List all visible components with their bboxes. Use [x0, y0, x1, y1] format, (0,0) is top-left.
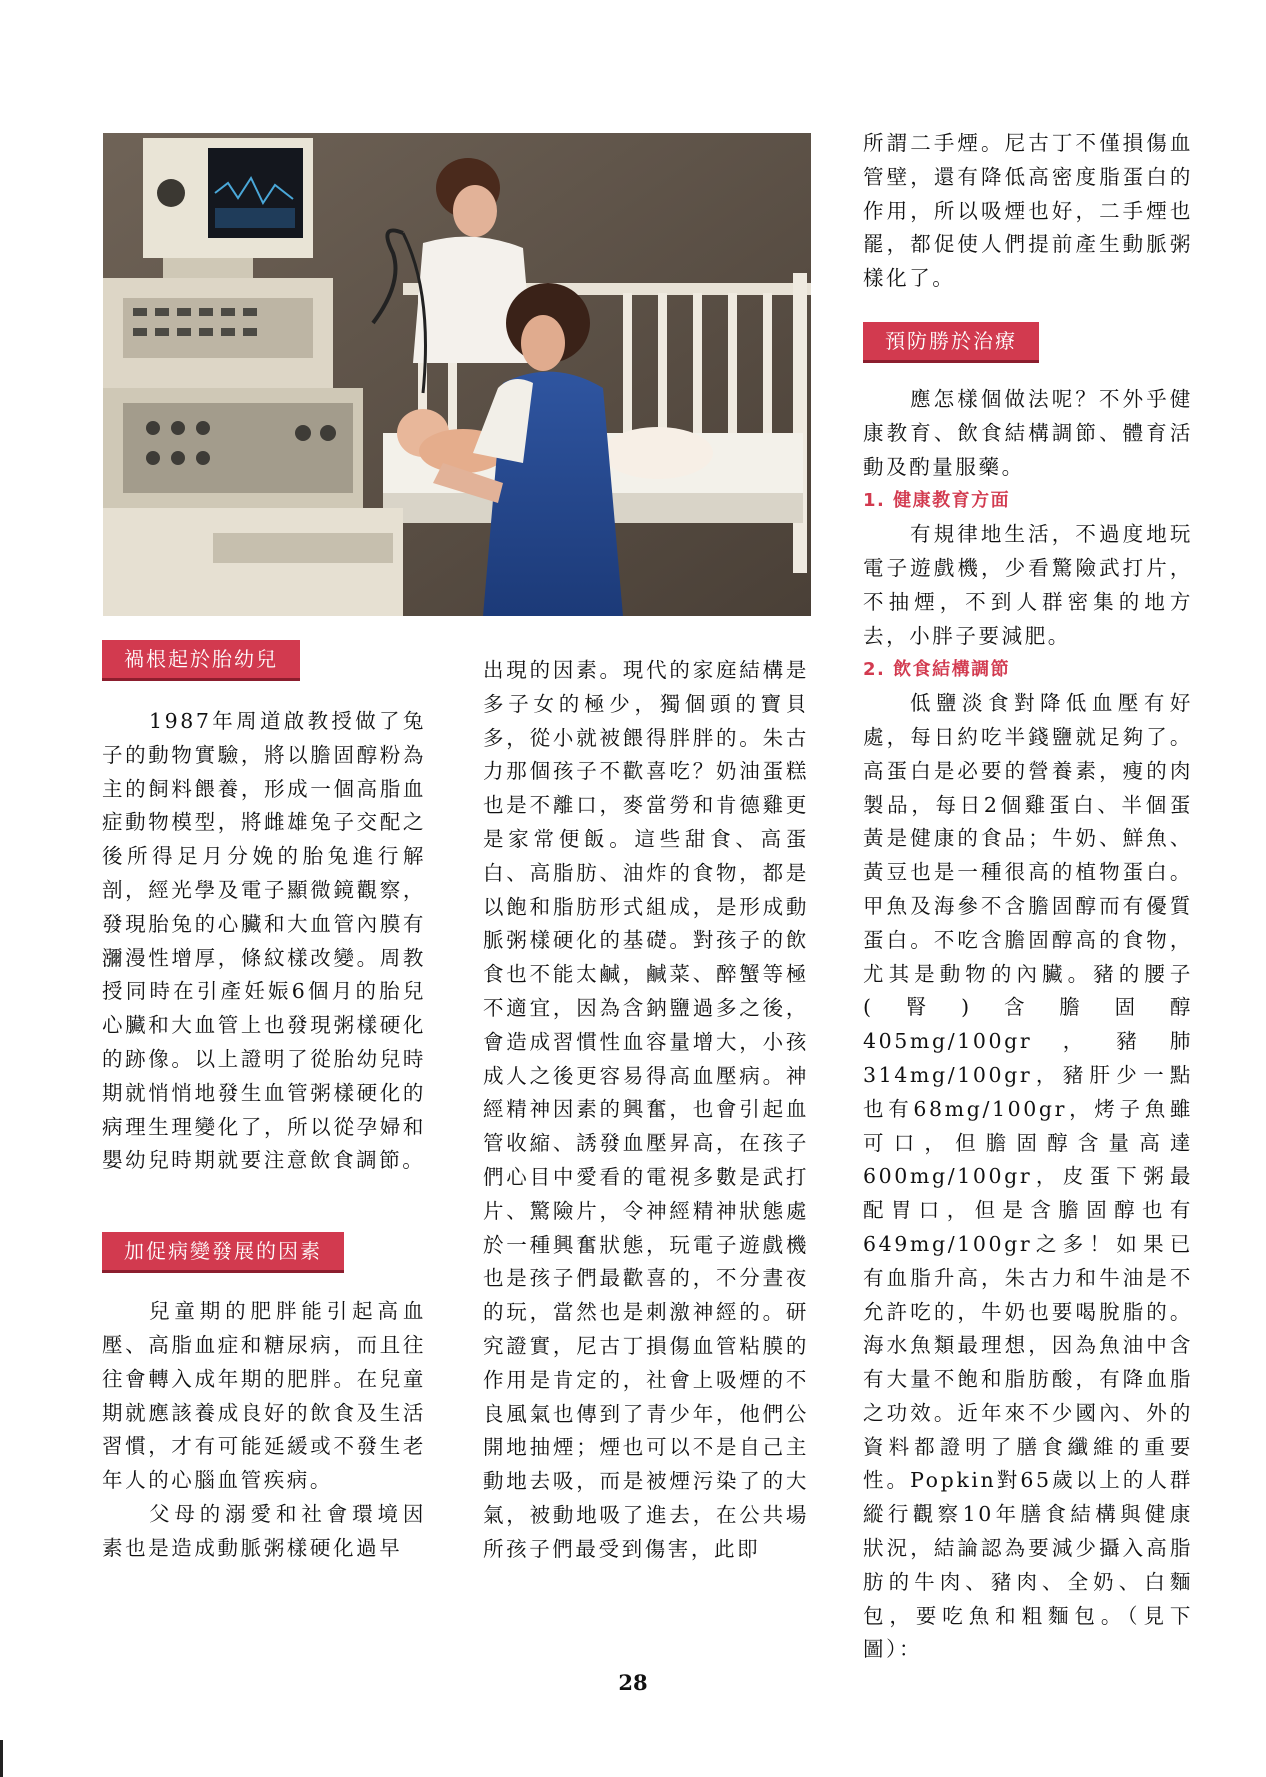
paragraph: 1987年周道啟教授做了兔子的動物實驗，將以膽固醇粉為主的飼料餵養，形成一個高脂血症動物模型，將雌雄兔子交配之後所得足月分娩的胎兔進行解剖，經光學及電子顯微鏡觀察，發現胎兔的心臟和大血管內膜有瀰漫性增厚，條紋樣改變。周教授同時在引產妊娠6個月的胎兒心臟和大血管上也發現粥樣硬化的跡像。以上證明了從胎幼兒時期就悄悄地發生血管粥樣硬化的病理生理變化了，所以從孕婦和嬰幼兒時期就要注意飲食調節。 — [102, 709, 426, 1173]
section-heading-prevention: 預防勝於治療 — [863, 322, 1039, 363]
middle-column — [483, 654, 809, 1567]
section-heading-origin: 禍根起於胎幼兒 — [102, 640, 300, 681]
scan-edge-mark — [0, 1740, 3, 1777]
left-column — [102, 640, 426, 1566]
right-column — [863, 127, 1193, 1667]
page-number: 28 — [618, 1670, 648, 1695]
ultrasound-scene-illustration — [103, 133, 811, 616]
section-heading-factors: 加促病變發展的因素 — [102, 1232, 344, 1273]
paragraph: 出現的因素。現代的家庭結構是多子女的極少，獨個頭的寶貝多，從小就被餵得胖胖的。朱古力那個孩子不歡喜吃？奶油蛋糕也是不離口，麥當勞和肯德雞更是家常便飯。這些甜食、高蛋白、高脂肪、油炸的食物，都是以飽和脂肪形式組成，是形成動脈粥樣硬化的基礎。對孩子的飲食也不能太鹹，鹹菜、醉蟹等極不適宜，因為含鈉鹽過多之後，會造成習慣性血容量增大，小孩成人之後更容易得高血壓病。神經精神因素的興奮，也會引起血管收縮、誘發血壓昇高，在孩子們心目中愛看的電視多數是武打片、驚險片，令神經精神狀態處於一種興奮狀態，玩電子遊戲機也是孩子們最歡喜的，不分晝夜的玩，當然也是刺激神經的。研究證實，尼古丁損傷血管粘膜的作用是肯定的，社會上吸煙的不良風氣也傳到了青少年，他們公開地抽煙；煙也可以不是自己主動地去吸，而是被煙污染了的大氣，被動地吸了進去，在公共場所孩子們最受到傷害，此即 — [483, 658, 809, 1561]
paragraph: 低鹽淡食對降低血壓有好處，每日約吃半錢鹽就足夠了。高蛋白是必要的營養素，瘦的肉製品，每日2個雞蛋白、半個蛋黃是健康的食品；牛奶、鮮魚、黃豆也是一種很高的植物蛋白。甲魚及海參不含膽固醇而有優質蛋白。不吃含膽固醇高的食物，尤其是動物的內臟。豬的腰子(腎)含膽固醇 405mg/100gr，豬肺314mg/100gr，豬肝少一點也有68mg/100gr，烤子魚雖可口，但膽固醇含量高達600mg/100gr，皮蛋下粥最配胃口，但是含膽固醇也有649mg/100gr之多！如果已有血脂升高，朱古力和牛油是不允許吃的，牛奶也要喝脫脂的。海水魚類最理想，因為魚油中含有大量不飽和脂肪酸，有降血脂之功效。近年來不少國內、外的資料都證明了膳食纖維的重要性。Popkin對65歲以上的人群縱行觀察10年膳食結構與健康狀況，結論認為要減少攝入高脂肪的牛肉、豬肉、全奶、白麵包，要吃魚和粗麵包。（見下圖）： — [863, 691, 1193, 1662]
subheading-diet: 2. 飲食結構調節 — [863, 659, 1011, 681]
paragraph: 有規律地生活，不過度地玩電子遊戲機，少看驚險武打片，不抽煙，不到人群密集的地方去，小胖子要減肥。 — [863, 522, 1193, 648]
subheading-health-education: 1. 健康教育方面 — [863, 490, 1011, 512]
paragraph: 應怎樣個做法呢？不外乎健康教育、飲食結構調節、體育活動及酌量服藥。 — [863, 386, 1193, 479]
paragraph: 兒童期的肥胖能引起高血壓、高脂血症和糖尿病，而且往往會轉入成年期的肥胖。在兒童期就應該養成良好的飲食及生活習慣，才有可能延緩或不發生老年人的心腦血管疾病。 — [102, 1299, 426, 1493]
medical-photo — [103, 133, 811, 616]
paragraph: 所謂二手煙。尼古丁不僅損傷血管壁，還有降低高密度脂蛋白的作用，所以吸煙也好，二手煙也罷，都促使人們提前產生動脈粥樣化了。 — [863, 131, 1193, 291]
paragraph: 父母的溺愛和社會環境因素也是造成動脈粥樣硬化過早 — [102, 1501, 426, 1560]
